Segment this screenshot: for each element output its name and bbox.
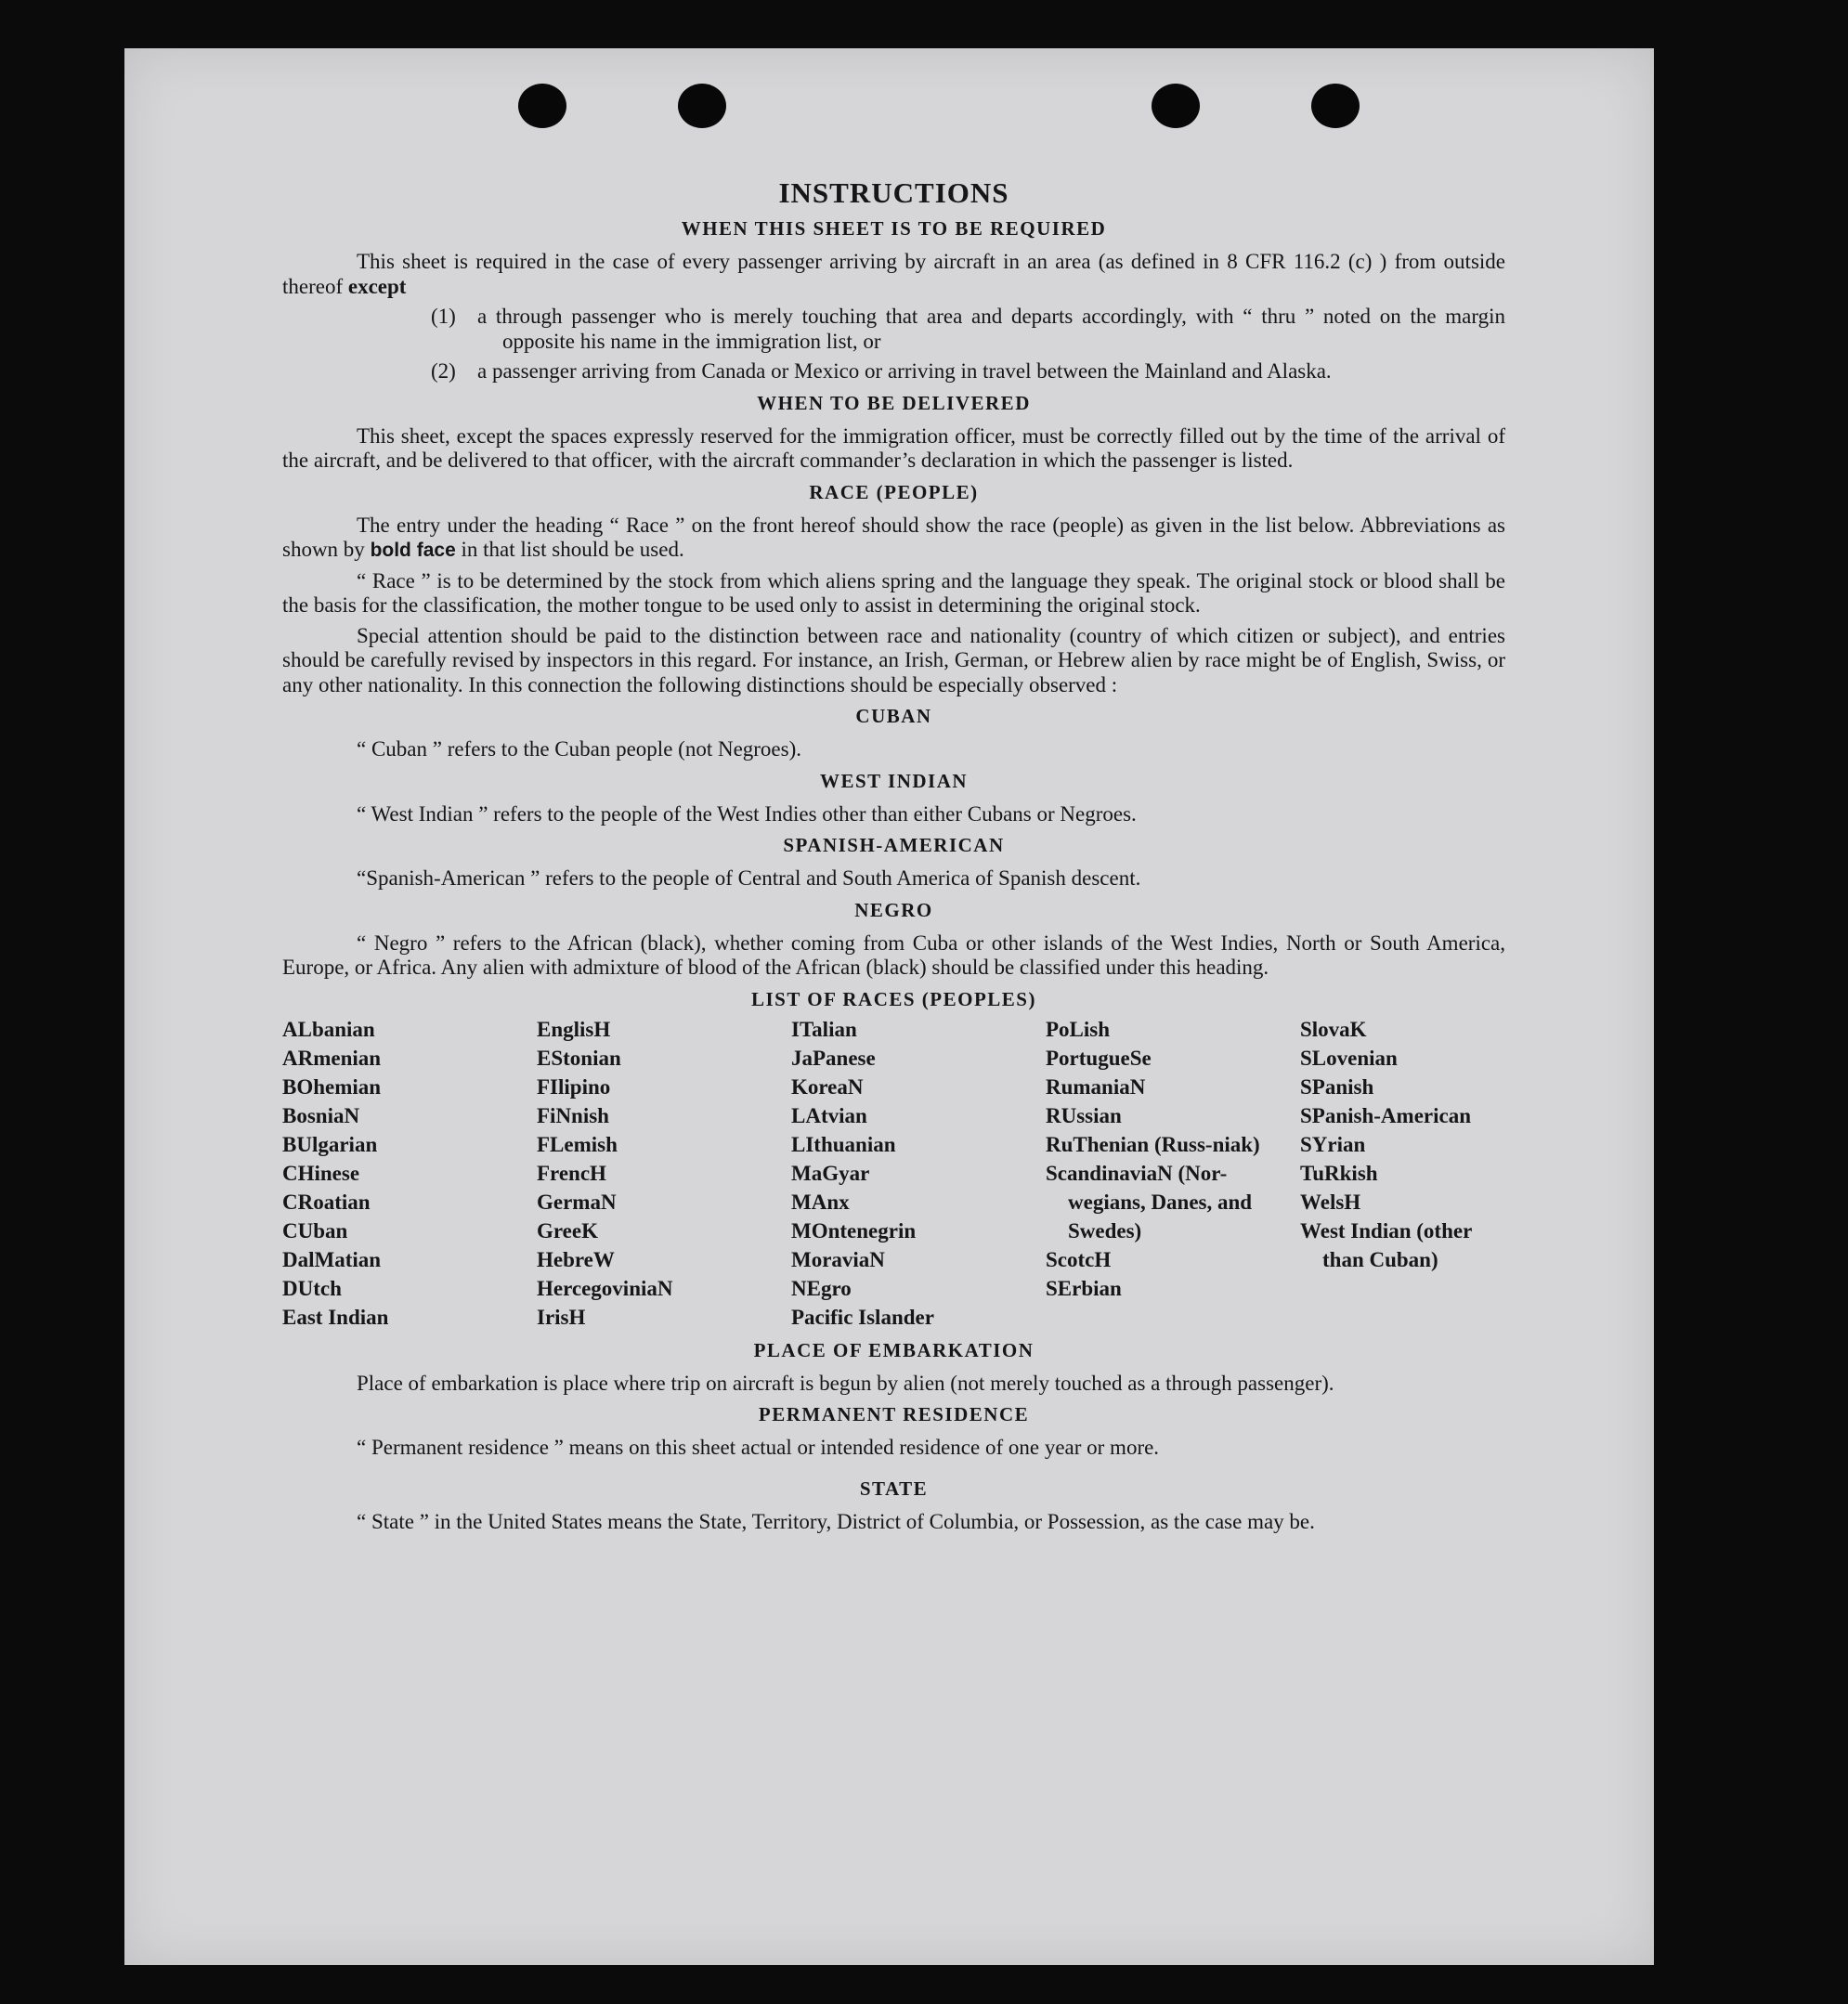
race-entry: NEgro [791, 1276, 852, 1300]
race-entry: SPanish [1300, 1074, 1374, 1099]
race-column [537, 1015, 791, 1332]
race-entry: FIlipino [537, 1074, 611, 1099]
race-entry: MAnx [791, 1190, 850, 1214]
race-entry: ARmenian [282, 1046, 382, 1070]
race-entry: FrencH [537, 1161, 606, 1185]
section-heading-when-delivered: WHEN TO BE DELIVERED [757, 391, 1031, 414]
punch-hole [518, 84, 566, 128]
race-paragraph-2: “ Race ” is to be determined by the stock from which aliens spring and the language they speak. The original stock or blood shall be the basis for the classification, the mother tongue to be used only to assist in determining the original stock. [282, 568, 1505, 617]
residence-text: “ Permanent residence ” means on this sheet actual or intended residence of one year or more. [357, 1436, 1160, 1459]
race-entry: ScandinaviaN (Nor-wegians, Danes, and Swedes) [1046, 1161, 1253, 1243]
race-entry: SLovenian [1300, 1046, 1398, 1070]
race-entry: PortugueSe [1046, 1046, 1152, 1070]
race-entry: HebreW [537, 1247, 615, 1271]
race-entry: DalMatian [282, 1247, 382, 1271]
section-heading-list-of-races: LIST OF RACES (PEOPLES) [751, 987, 1036, 1010]
race-entry: CHinese [282, 1161, 360, 1185]
section-heading-race: RACE (PEOPLE) [809, 480, 979, 503]
race-paragraph-1: The entry under the heading “ Race ” on the front hereof should show the race (people) as given in the list below. Abbreviations as shown by bold face in that list should be used. [282, 513, 1505, 561]
race-entry: Pacific Islander [791, 1305, 934, 1329]
race-entry: BOhemian [282, 1074, 382, 1099]
race-entry: WelsH [1300, 1190, 1361, 1214]
section-heading-negro: NEGRO [854, 898, 933, 921]
race-column [282, 1015, 537, 1332]
race-entry: PoLish [1046, 1017, 1111, 1041]
race-entry: ScotcH [1046, 1247, 1112, 1271]
cuban-text: “ Cuban ” refers to the Cuban people (not Negroes). [357, 737, 802, 761]
list-item: (1) a through passenger who is merely touching that area and departs accordingly, with “ thru ” noted on the margin opposite his name in the immigration list, or [431, 305, 1505, 353]
race-entry: West Indian (other than Cuban) [1300, 1218, 1472, 1271]
race-entry: SlovaK [1300, 1017, 1367, 1041]
race-entry: RUssian [1046, 1103, 1122, 1127]
section-heading-cuban: CUBAN [855, 705, 932, 727]
negro-text: “ Negro ” refers to the African (black), whether coming from Cuba or other islands of the West Indies, North or South America, Europe, or Africa. Any alien with admixture of blood of the African (black) should be classified under this heading. [282, 930, 1505, 979]
race-column [1046, 1015, 1300, 1332]
race-entry: SErbian [1046, 1276, 1122, 1300]
embarkation-text: Place of embarkation is place where trip on aircraft is begun by alien (not merely touched as a through passenger). [357, 1371, 1334, 1395]
race-entry: ITalian [791, 1017, 857, 1041]
race-entry: LAtvian [791, 1103, 867, 1127]
race-paragraph-3: Special attention should be paid to the distinction between race and nationality (country of which citizen or subject), and entries should be carefully revised by inspectors in this regard. For instance, an Irish, German, or Hebrew alien by race might be of English, Swiss, or any other nationality. In this connection the following distinctions should be especially observed : [282, 623, 1505, 696]
section-heading-residence: PERMANENT RESIDENCE [758, 1403, 1030, 1425]
race-entry: LIthuanian [791, 1132, 896, 1156]
list-item: (2) a passenger arriving from Canada or Mexico or arriving in travel between the Mainland and Alaska. [431, 359, 1332, 383]
race-entry: HercegoviniaN [537, 1276, 673, 1300]
section-heading-spanish-american: SPANISH-AMERICAN [783, 834, 1005, 856]
race-list [282, 1015, 1505, 1332]
spanish-american-text: “Spanish-American ” refers to the people of Central and South America of Spanish descent. [357, 866, 1141, 890]
section-heading-state: STATE [859, 1477, 929, 1500]
when-delivered-text: This sheet, except the spaces expressly reserved for the immigration officer, must be correctly filled out by the time of the arrival of the aircraft, and be delivered to that officer, with the aircraft commander’s declaration in which the passenger is listed. [282, 423, 1505, 472]
state-text: “ State ” in the United States means the State, Territory, District of Columbia, or Possession, as the case may be. [357, 1509, 1315, 1533]
race-entry: FLemish [537, 1132, 618, 1156]
race-entry: EStonian [537, 1046, 621, 1070]
race-entry: East Indian [282, 1305, 389, 1329]
race-entry: MaGyar [791, 1161, 870, 1185]
race-entry: MoraviaN [791, 1247, 885, 1271]
race-entry: IrisH [537, 1305, 586, 1329]
punch-hole [1152, 84, 1200, 128]
race-entry: SYrian [1300, 1132, 1366, 1156]
race-column [791, 1015, 1046, 1332]
punch-hole [1311, 84, 1360, 128]
race-entry: EnglisH [537, 1017, 611, 1041]
document-sheet [124, 48, 1654, 1965]
section-heading-embarkation: PLACE OF EMBARKATION [753, 1338, 1035, 1361]
section-heading-when-required: WHEN THIS SHEET IS TO BE REQUIRED [681, 217, 1107, 240]
race-entry: BUlgarian [282, 1132, 378, 1156]
race-entry: KoreaN [791, 1074, 864, 1099]
race-entry: SPanish-American [1300, 1103, 1471, 1127]
race-column [1300, 1015, 1505, 1332]
race-entry: JaPanese [791, 1046, 876, 1070]
instructions-content [282, 176, 1505, 1540]
race-entry: CUban [282, 1218, 348, 1243]
when-required-intro: This sheet is required in the case of every passenger arriving by aircraft in an area (as defined in 8 CFR 116.2 (c) ) from outside thereof except [282, 250, 1505, 298]
punch-hole [678, 84, 726, 128]
west-indian-text: “ West Indian ” refers to the people of the West Indies other than either Cubans or Negroes. [357, 801, 1137, 826]
race-entry: DUtch [282, 1276, 342, 1300]
page-title: INSTRUCTIONS [778, 176, 1009, 209]
race-entry: ALbanian [282, 1017, 375, 1041]
section-heading-west-indian: WEST INDIAN [819, 769, 969, 792]
race-entry: TuRkish [1300, 1161, 1378, 1185]
race-entry: RumaniaN [1046, 1074, 1146, 1099]
race-entry: GreeK [537, 1218, 598, 1243]
race-entry: FiNnish [537, 1103, 609, 1127]
race-entry: MOntenegrin [791, 1218, 917, 1243]
race-entry: CRoatian [282, 1190, 371, 1214]
race-entry: RuThenian (Russ-niak) [1046, 1132, 1260, 1156]
race-entry: GermaN [537, 1190, 617, 1214]
race-entry: BosniaN [282, 1103, 360, 1127]
